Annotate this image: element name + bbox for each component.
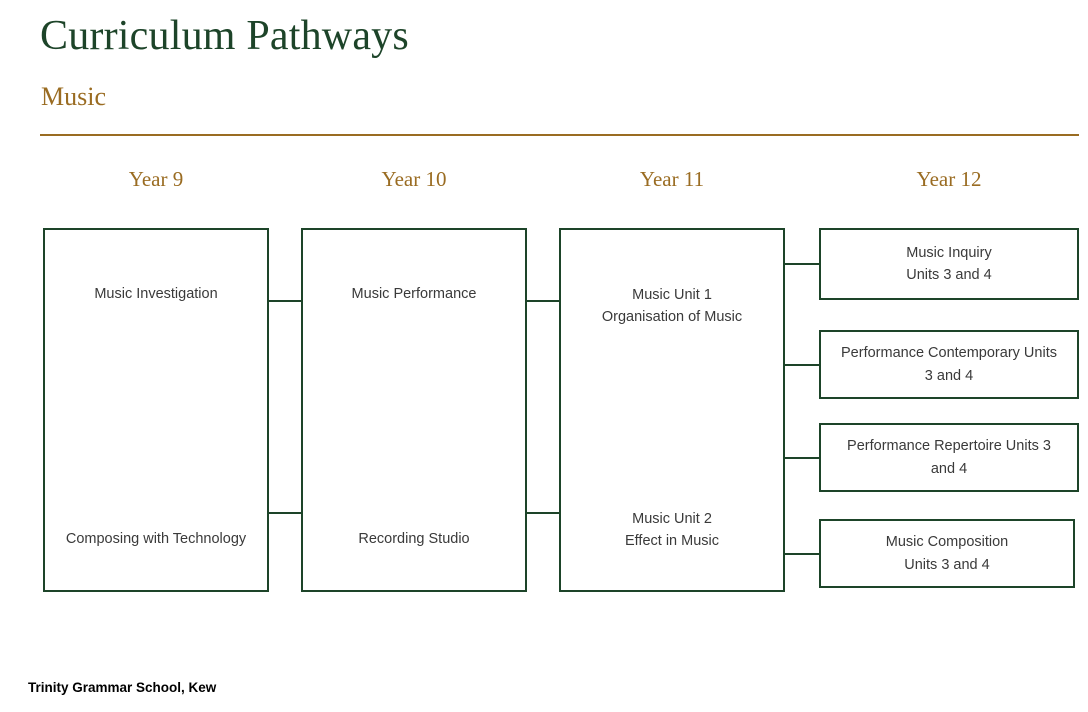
year-11-pathway-box: [559, 228, 785, 592]
year-12-music-inquiry-line-1: Music Inquiry: [906, 244, 992, 261]
connector-year10-top-to-year11: [527, 300, 559, 302]
connector-year11-to-music-inquiry: [785, 263, 819, 265]
page-title: Curriculum Pathways: [40, 13, 409, 59]
year-12-performance-repertoire-line-2: and 4: [930, 460, 968, 477]
year-12-box-music-inquiry: [819, 228, 1079, 300]
column-heading-year-9: Year 9: [128, 167, 184, 191]
year-10-top-course-label: Music Performance: [351, 286, 477, 302]
connector-year11-to-performance-repertoire: [785, 457, 819, 459]
year-11-unit-2-line-2: Effect in Music: [624, 533, 720, 549]
header-divider: [40, 134, 1079, 136]
year-10-pathway-box: [301, 228, 527, 592]
column-heading-year-12: Year 12: [916, 167, 982, 191]
year-11-unit-1-line-1: Music Unit 1: [632, 287, 712, 303]
year-12-performance-repertoire-line-1: Performance Repertoire Units 3: [847, 438, 1051, 455]
connector-year11-to-performance-contemporary: [785, 364, 819, 366]
year-9-pathway-box: [43, 228, 269, 592]
year-12-performance-contemporary-line-1: Performance Contemporary Units: [841, 345, 1057, 362]
subject-subtitle: Music: [41, 82, 106, 111]
year-12-box-music-composition: [819, 519, 1075, 588]
year-12-music-composition-line-2: Units 3 and 4: [904, 556, 990, 573]
year-12-music-composition-line-1: Music Composition: [885, 534, 1009, 551]
year-12-music-inquiry-text: [906, 242, 991, 287]
year-10-bottom-course-label: Recording Studio: [358, 531, 470, 547]
connector-year9-top-to-year10: [269, 300, 301, 302]
year-12-performance-contemporary-text: [841, 342, 1057, 387]
year-9-top-course-label: Music Investigation: [94, 286, 218, 302]
connector-year9-bottom-to-year10: [269, 512, 301, 514]
year-9-bottom-course-label: Composing with Technology: [65, 531, 247, 547]
year-11-unit-2-line-1: Music Unit 2: [632, 511, 712, 527]
column-heading-year-10: Year 10: [381, 167, 447, 191]
year-11-unit-1-line-2: Organisation of Music: [601, 309, 743, 325]
year-12-music-composition-text: [886, 531, 1009, 576]
footer-school-name: Trinity Grammar School, Kew: [28, 680, 217, 695]
year-12-music-inquiry-line-2: Units 3 and 4: [906, 267, 992, 283]
connector-year10-bottom-to-year11: [527, 512, 559, 514]
year-12-box-performance-contemporary: [819, 330, 1079, 399]
column-heading-year-11: Year 11: [639, 167, 705, 191]
year-12-performance-contemporary-line-2: 3 and 4: [924, 367, 974, 384]
connector-year11-to-music-composition: [785, 553, 819, 555]
year-12-box-performance-repertoire: [819, 423, 1079, 492]
year-12-performance-repertoire-text: [847, 435, 1051, 480]
